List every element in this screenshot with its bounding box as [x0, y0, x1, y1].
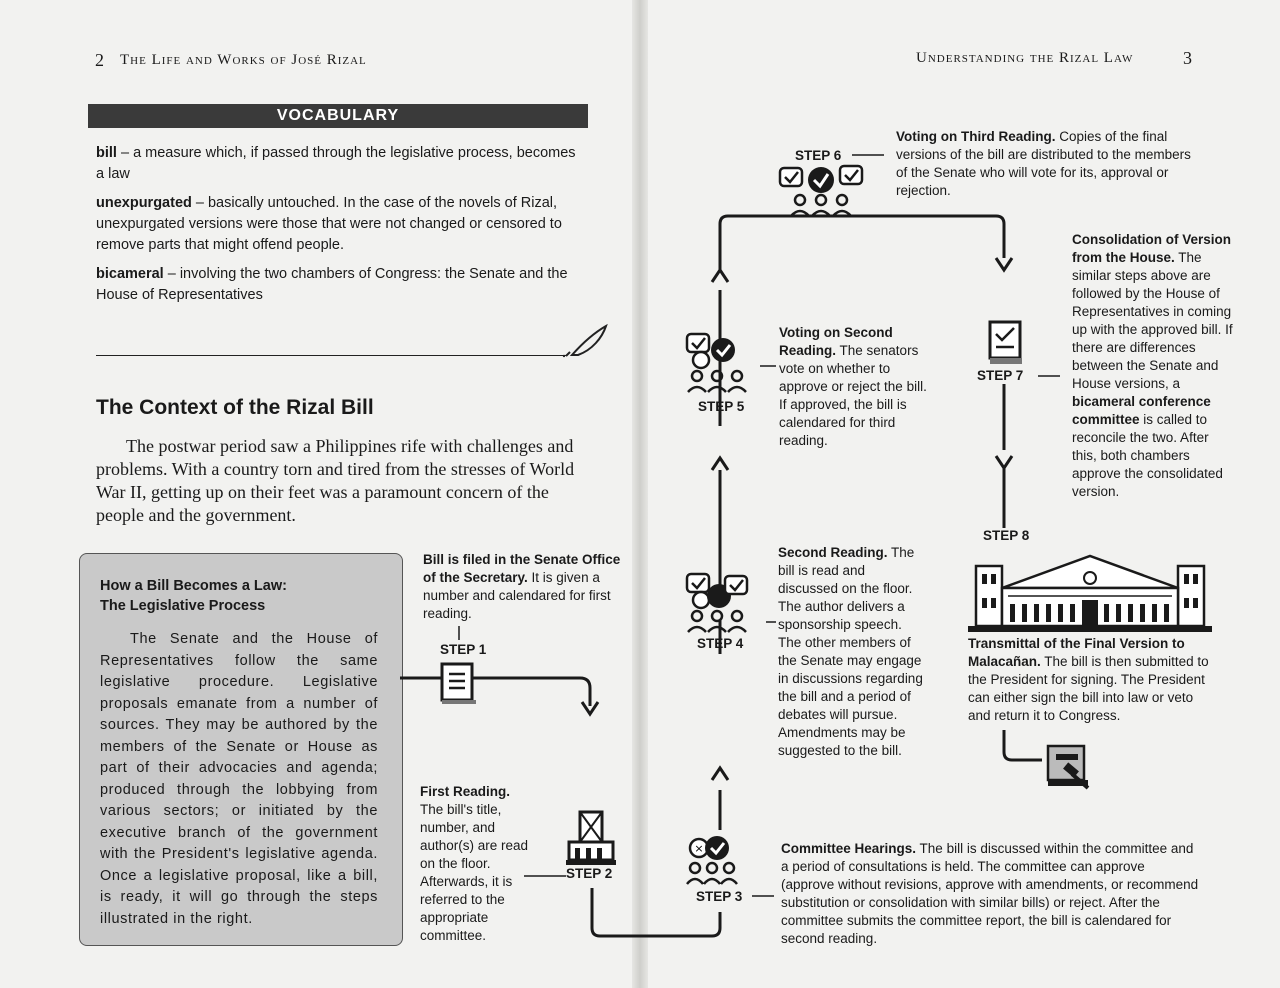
section-title: The Context of the Rizal Bill	[96, 396, 374, 419]
right-running-head: Understanding the Rizal Law	[916, 50, 1134, 66]
left-running-head: The Life and Works of José Rizal	[120, 52, 367, 68]
step-3-description	[781, 840, 1201, 948]
step-1-label: STEP 1	[440, 642, 487, 657]
step-8-text: The bill is then submitted to the President for signing. The President can either sign the bill into law or veto and return it to Congress.	[968, 654, 1209, 723]
right-page-number: 3	[1183, 48, 1192, 68]
group-voting-icon	[685, 572, 749, 634]
group-voting-icon	[685, 332, 749, 394]
step-3-text: The bill is discussed within the committee and a period of consultations is held. The committee can approve (approve without revisions, approve with amendments, or recommend substitution or consolidation with similar bills) or reject. After the committee submits the committee report, the bill is calendared for second reading.	[781, 841, 1199, 946]
group-voting-icon	[778, 162, 864, 218]
document-icon	[986, 318, 1026, 368]
step-5-text: The senators vote on whether to approve or reject the bill. If approved, the bill is calendared for third reading.	[779, 343, 927, 448]
step-3-label: STEP 3	[696, 889, 743, 904]
step-5-title: Voting on Second Reading.	[779, 325, 893, 358]
step-6-text: Copies of the final versions of the bill are distributed to the members of the Senate who will vote for its, approval or rejection.	[896, 129, 1191, 198]
step-1-title: Bill is filed in the Senate Office of the Secretary.	[423, 552, 621, 585]
step-6-title: Voting on Third Reading.	[896, 129, 1056, 144]
sidebar-body: The Senate and the House of Representatives follow the same legislative procedure. Legislative proposals emanate from a number of sources. They may be authored by the members of the Senate or House as part of their advocacies and agenda; produced through the lobbying from various sectors; or initiated by the executive branch of the government with the President's legislative agenda. Once a legislative proposal, like a bill, is ready, it will go through the steps illustrated in the right.	[100, 631, 378, 927]
step-4-label: STEP 4	[697, 636, 744, 651]
step-5-label: STEP 5	[698, 399, 745, 414]
step-4-description	[778, 544, 928, 760]
step-1-description	[423, 551, 631, 623]
vocab-definition: – a measure which, if passed through the legislative process, becomes a law	[96, 145, 576, 182]
vocab-definition: – basically untouched. In the case of the novels of Rizal, unexpurgated versions were those that were not changed or censored to remove parts that might offend people.	[96, 195, 562, 253]
intro-paragraph: The postwar period saw a Philippines rife with challenges and problems. With a country torn and tired from the stresses of World War II, getting up on their feet was a paramount concern of the people and the government.	[96, 436, 575, 525]
step-5-description	[779, 324, 934, 450]
step-2-label: STEP 2	[566, 866, 613, 881]
step-7-text-b: is called to reconcile the two. After this, both chambers approve the consolidated version.	[1072, 412, 1223, 499]
step-7-label: STEP 7	[977, 368, 1024, 383]
step-7-title: Consolidation of Version from the House.	[1072, 232, 1232, 265]
step-8-title: Transmittal of the Final Version to Malacañan.	[968, 636, 1185, 669]
step-2-text: The bill's title, number, and author(s) are read on the floor. Afterwards, it is referred to the appropriate committee.	[420, 802, 529, 943]
step-2-title: First Reading.	[420, 784, 511, 799]
left-page-number: 2	[95, 50, 104, 70]
building-icon	[566, 808, 616, 868]
vocab-term: bicameral	[96, 266, 164, 282]
step-8-description	[968, 635, 1218, 725]
step-4-text: The bill is read and discussed on the floor. The author delivers a sponsorship speech. The other members of the Senate may engage in discussions regarding the bill and a period of debates will pursue. Amendments may be suggested to the bill.	[778, 545, 923, 758]
step-3-title: Committee Hearings.	[781, 841, 917, 856]
step-7-description	[1072, 231, 1234, 501]
step-1-text: It is given a number and calendared for first reading.	[423, 570, 611, 621]
vocab-definition: – involving the two chambers of Congress: the Senate and the House of Representatives	[96, 266, 568, 303]
document-icon	[438, 660, 480, 706]
vocabulary-title: VOCABULARY	[88, 104, 588, 128]
step-8-label: STEP 8	[983, 528, 1030, 543]
step-4-title: Second Reading.	[778, 545, 888, 560]
sidebar-title-line2: The Legislative Process	[100, 598, 266, 614]
step-6-label: STEP 6	[795, 148, 842, 163]
step-6-description	[896, 128, 1191, 200]
gavel-book-icon	[1042, 740, 1094, 790]
vocab-term: bill	[96, 145, 117, 161]
vocab-term: unexpurgated	[96, 195, 192, 211]
step-2-description	[420, 783, 530, 945]
step-7-bold-term: bicameral conference committee	[1072, 394, 1211, 427]
senate-building-icon	[968, 548, 1212, 634]
step-7-text-a: The similar steps above are followed by the House of Representatives in coming up with the approved bill. If there are differences between the Senate and House versions, a	[1072, 250, 1233, 391]
sidebar-title-line1: How a Bill Becomes a Law:	[100, 578, 287, 594]
svg-text:×: ×	[694, 842, 704, 855]
group-voting-icon	[685, 832, 739, 886]
